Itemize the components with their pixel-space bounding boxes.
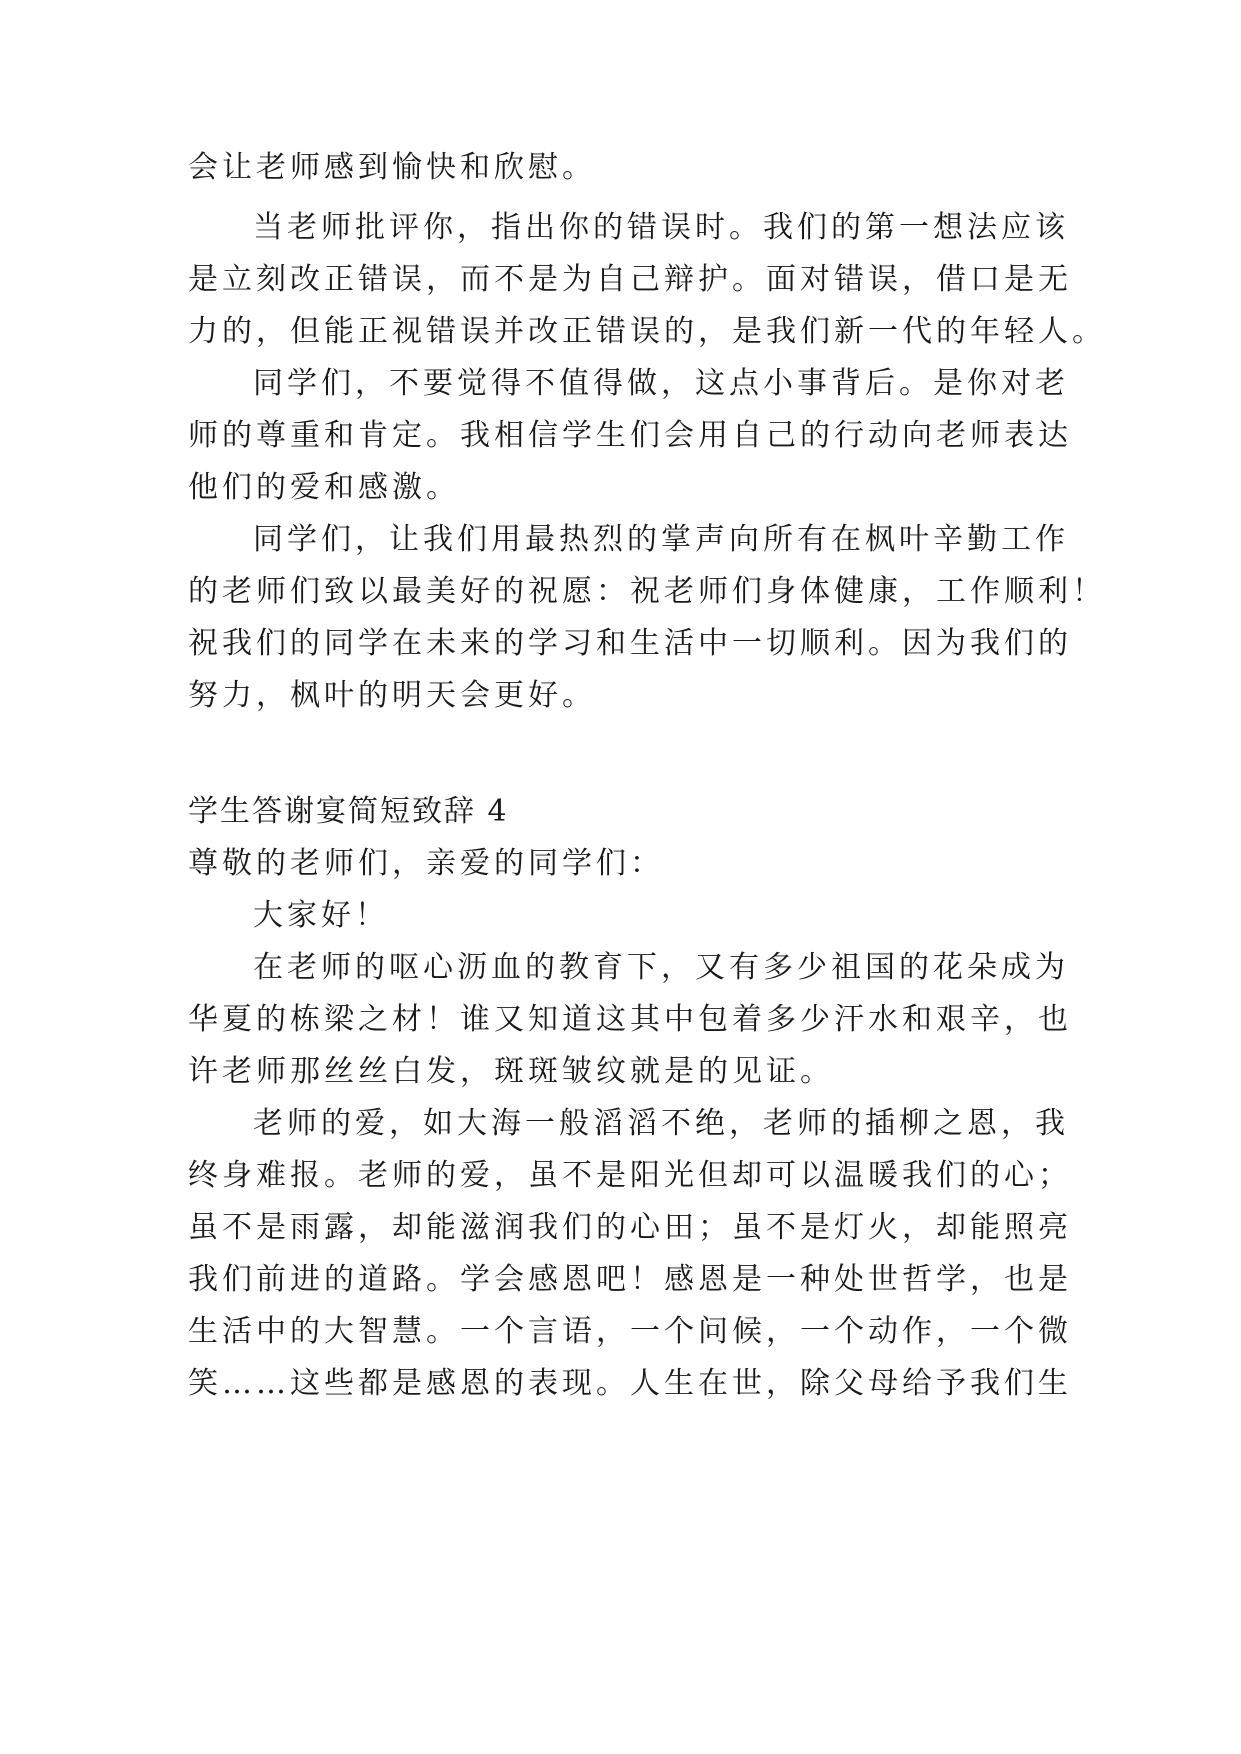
paragraph-line: 我们前进的道路。学会感恩吧！感恩是一种处世哲学，也是 xyxy=(188,1262,1072,1297)
paragraph-line: 他们的爱和感激。 xyxy=(188,470,460,505)
paragraph-line: 虽不是雨露，却能滋润我们的心田；虽不是灯火，却能照亮 xyxy=(188,1210,1072,1245)
paragraph-line: 华夏的栋梁之材！谁又知道这其中包着多少汗水和艰辛，也 xyxy=(188,1002,1072,1037)
paragraph-line: 同学们，让我们用最热烈的掌声向所有在枫叶辛勤工作 xyxy=(253,522,1069,557)
paragraph-line: 在老师的呕心沥血的教育下，又有多少祖国的花朵成为 xyxy=(253,950,1069,985)
paragraph-line: 努力，枫叶的明天会更好。 xyxy=(188,678,596,713)
paragraph-line: 笑……这些都是感恩的表现。人生在世，除父母给予我们生 xyxy=(188,1366,1072,1401)
paragraph-line: 力的，但能正视错误并改正错误的，是我们新一代的年轻人。 xyxy=(188,314,1106,349)
paragraph-line: 许老师那丝丝白发，斑斑皱纹就是的见证。 xyxy=(188,1054,834,1089)
paragraph-line: 会让老师感到愉快和欣慰。 xyxy=(188,150,596,185)
paragraph-line: 师的尊重和肯定。我相信学生们会用自己的行动向老师表达 xyxy=(188,418,1072,453)
paragraph-line: 终身难报。老师的爱，虽不是阳光但却可以温暖我们的心； xyxy=(188,1158,1072,1193)
paragraph-line: 老师的爱，如大海一般滔滔不绝，老师的插柳之恩，我 xyxy=(253,1106,1069,1141)
paragraph-line: 同学们，不要觉得不值得做，这点小事背后。是你对老 xyxy=(253,366,1069,401)
section-heading: 学生答谢宴简短致辞 4 xyxy=(188,794,509,829)
greeting: 大家好！ xyxy=(253,898,389,933)
paragraph-line: 生活中的大智慧。一个言语，一个问候，一个动作，一个微 xyxy=(188,1314,1072,1349)
paragraph-line: 祝我们的同学在未来的学习和生活中一切顺利。因为我们的 xyxy=(188,626,1072,661)
salutation: 尊敬的老师们，亲爱的同学们： xyxy=(188,846,664,881)
paragraph-line: 是立刻改正错误，而不是为自己辩护。面对错误，借口是无 xyxy=(188,262,1072,297)
paragraph-line: 的老师们致以最美好的祝愿：祝老师们身体健康，工作顺利！ xyxy=(188,574,1106,609)
paragraph-line: 当老师批评你，指出你的错误时。我们的第一想法应该 xyxy=(253,210,1069,245)
